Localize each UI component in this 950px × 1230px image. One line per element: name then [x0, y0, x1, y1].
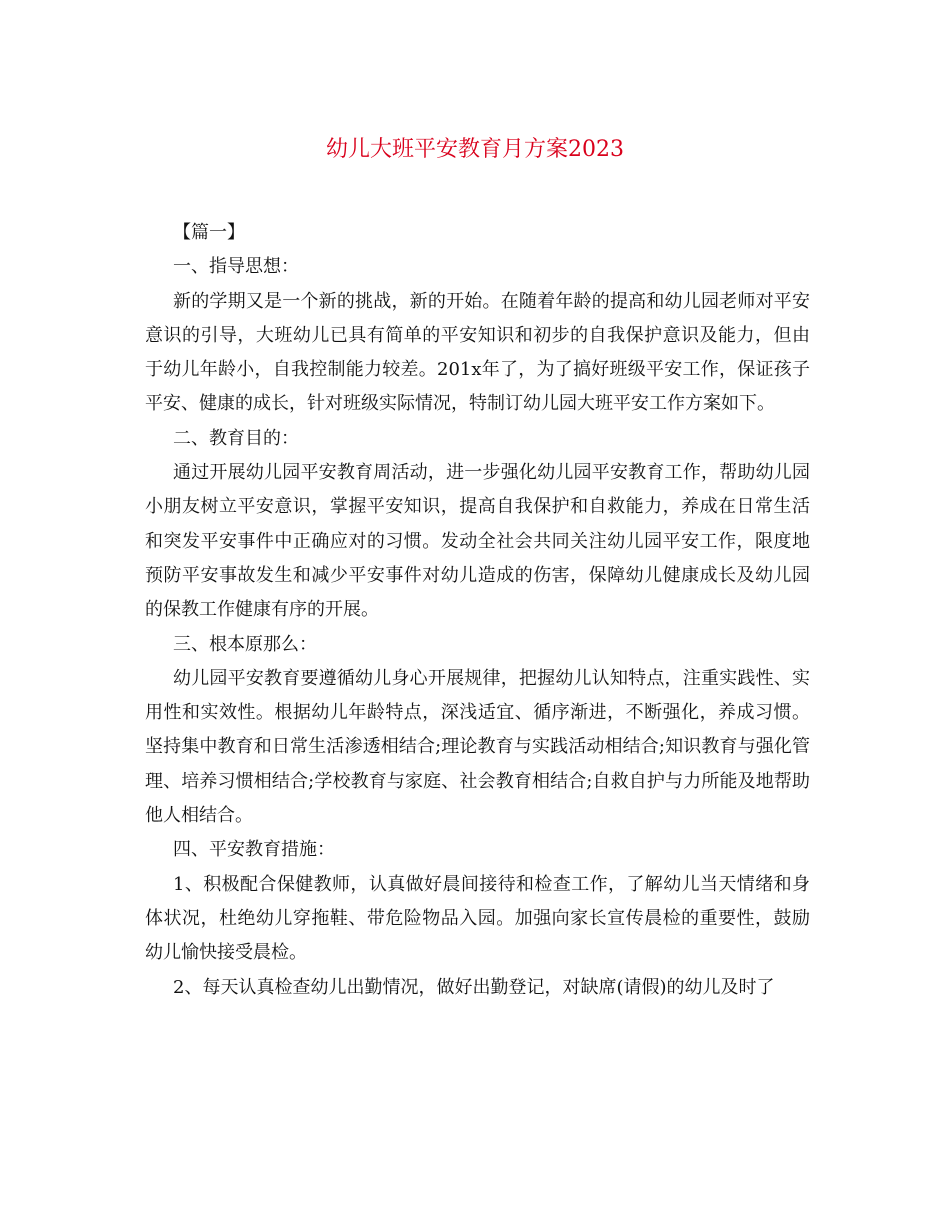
paragraph-education-goal: 通过开展幼儿园平安教育周活动，进一步强化幼儿园平安教育工作，帮助幼儿园小朋友树立平安意识，掌握平安知识，提高自我保护和自救能力，养成在日常生活和突发平安事件中正确应对的习惯。发动全社会共同关注幼儿园平安工作，限度地预防平安事故发生和减少平安事件对幼儿造成的伤害，保障幼儿健康成长及幼儿园的保教工作健康有序的开展。 — [145, 462, 810, 621]
document-body — [145, 216, 810, 1005]
section-heading-part-one: 【篇一】 — [173, 222, 245, 243]
paragraph-guiding-idea: 新的学期又是一个新的挑战，新的开始。在随着年龄的提高和幼儿园老师对平安意识的引导，大班幼儿已具有简单的平安知识和初步的自我保护意识及能力，但由于幼儿年龄小，自我控制能力较差。201x年了，为了搞好班级平安工作，保证孩子平安、健康的成长，针对班级实际情况，特制订幼儿园大班平安工作方案如下。 — [145, 290, 810, 415]
section-heading-education-goal: 二、教育目的： — [173, 427, 299, 449]
section-heading-basic-principle: 三、根本原那么： — [173, 633, 317, 655]
paragraph-measure-1: 1、积极配合保健教师，认真做好晨间接待和检查工作，了解幼儿当天情绪和身体状况，杜绝幼儿穿拖鞋、带危险物品入园。加强向家长宣传晨检的重要性，鼓励幼儿愉快接受晨检。 — [145, 873, 810, 964]
paragraph-measure-2: 2、每天认真检查幼儿出勤情况，做好出勤登记，对缺席(请假)的幼儿及时了 — [173, 976, 775, 998]
section-heading-guiding-idea: 一、指导思想： — [173, 256, 299, 278]
section-heading-safety-measures: 四、平安教育措施： — [173, 839, 335, 861]
paragraph-basic-principle: 幼儿园平安教育要遵循幼儿身心开展规律，把握幼儿认知特点，注重实践性、实用性和实效性。根据幼儿年龄特点，深浅适宜、循序渐进，不断强化，养成习惯。坚持集中教育和日常生活渗透相结合;理论教育与实践活动相结合;知识教育与强化管理、培养习惯相结合;学校教育与家庭、社会教育相结合;自救自护与力所能及地帮助他人相结合。 — [145, 667, 810, 827]
document-title: 幼儿大班平安教育月方案2023 — [326, 137, 624, 162]
